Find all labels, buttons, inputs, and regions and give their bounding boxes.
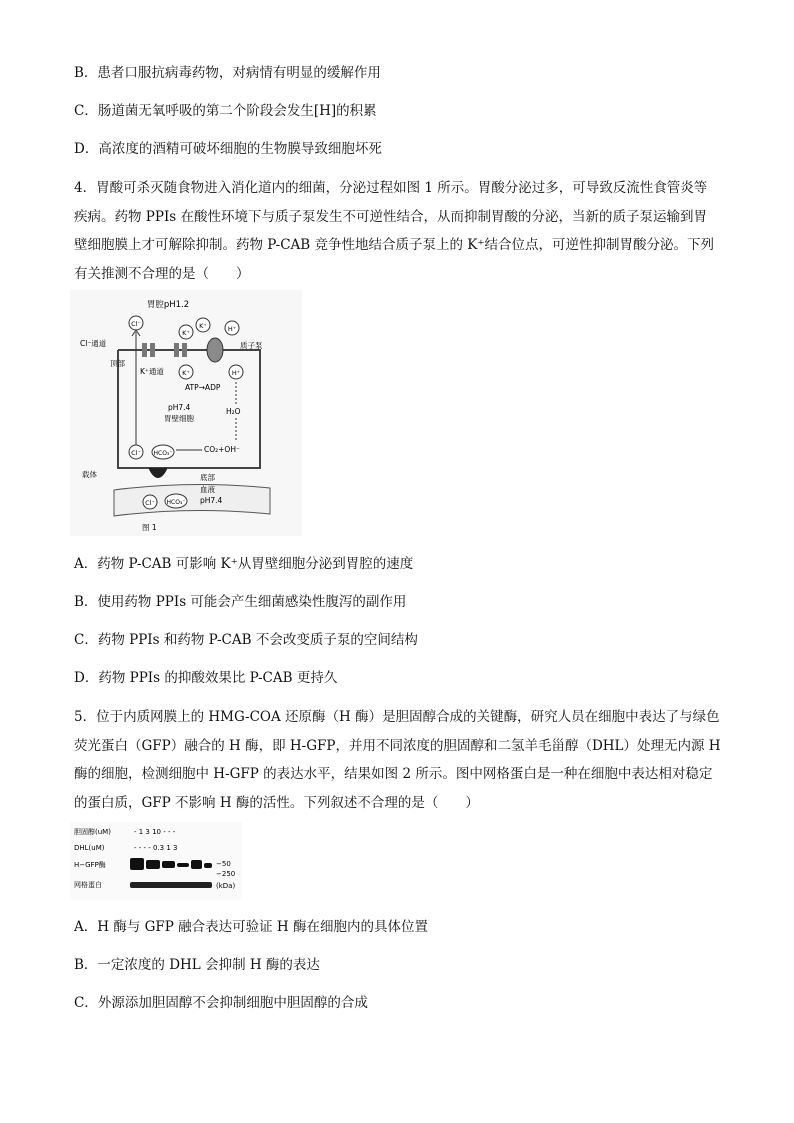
question-4-stem: [74, 174, 724, 288]
fig1-water-label: H₂O: [226, 407, 241, 416]
fig2-row1-label: 胆固醇(uM): [74, 828, 111, 836]
fig2-row4-label: 网格蛋白: [74, 881, 102, 889]
question-4-line-2: 疾病。药物 PPIs 在酸性环境下与质子泵发生不可逆性结合，从而抑制胃酸的分泌，当新的质子泵运输到胃: [74, 208, 708, 225]
fig1-cell-ph: pH7.4: [168, 403, 191, 412]
question-4-option-d: D．药物 PPIs 的抑酸效果比 P-CAB 更持久: [74, 670, 338, 686]
fig1-carrier-label: 载体: [82, 470, 97, 479]
question-5-line-2: 荧光蛋白（GFP）融合的 H 酶，即 H-GFP，并用不同浓度的胆固醇和二氢羊毛甾醇（DHL）处理无内源 H: [74, 737, 721, 754]
fig2-hgfp-band-6: [204, 863, 212, 868]
fig1-h-ion-inner-label: H⁺: [231, 369, 241, 377]
fig1-apical-label: 顶部: [110, 359, 125, 368]
question-4-line-3: 壁细胞膜上才可解除抑制。药物 P-CAB 竞争性地结合质子泵上的 K⁺结合位点，可逆性抑制胃酸分泌。下列: [74, 237, 714, 253]
fig1-k-ion-1-label: K⁺: [182, 329, 190, 337]
fig1-k-channel-b: [182, 343, 187, 357]
question-5-option-c: C．外源添加胆固醇不会抑制细胞中胆固醇的合成: [74, 995, 368, 1011]
fig2-hgfp-band-3: [162, 861, 175, 868]
fig1-caption: 图 1: [142, 523, 157, 532]
fig1-k-channel-label: K⁺通道: [140, 367, 164, 376]
option-prev-d: D．高浓度的酒精可破坏细胞的生物膜导致细胞坏死: [74, 141, 382, 157]
fig2-row2-label: DHL(uM): [74, 844, 105, 852]
fig1-co2-label: CO₂+OH⁻: [204, 445, 240, 454]
fig2-hgfp-band-4: [177, 863, 189, 867]
question-4-line-4: 有关推测不合理的是（ ）: [74, 265, 250, 282]
fig1-cl-channel-label: Cl⁻通道: [80, 339, 107, 348]
fig1-blood-label: 血液: [200, 485, 215, 494]
fig2-hgfp-band-5: [191, 860, 202, 869]
question-5-line-3: 酶的细胞，检测细胞中 H-GFP 的表达水平，结果如图 2 所示。图中网格蛋白是一种在细胞中表达相对稳定: [74, 766, 713, 782]
fig1-cl-channel-b: [150, 343, 155, 357]
fig1-cl-top-label: Cl⁻: [131, 320, 141, 328]
fig2-marker-50: −50: [216, 860, 231, 868]
question-4-line-1: 4．胃酸可杀灭随食物进入消化道内的细菌，分泌过程如图 1 所示。胃酸分泌过多，可导致反流性食管炎等: [74, 180, 708, 196]
fig1-basal-label: 底部: [200, 473, 215, 482]
fig2-row1-values: - 1 3 10 - - -: [134, 828, 176, 836]
fig1-stomach-label: 胃腔pH1.2: [146, 300, 190, 310]
fig1-h-ion-top-label: H⁺: [227, 325, 237, 333]
fig2-row2-values: - - - - 0.3 1 3: [134, 844, 178, 852]
fig1-k-channel-a: [174, 343, 179, 357]
fig1-blood-ph: pH7.4: [200, 496, 223, 505]
fig1-hco3-inner-label: HCO₃⁻: [153, 450, 173, 457]
fig2-reference-band: [130, 882, 212, 888]
fig1-proton-pump-label: 质子泵: [240, 341, 263, 350]
question-4-option-c: C．药物 PPIs 和药物 P-CAB 不会改变质子泵的空间结构: [74, 632, 418, 648]
fig1-cl-channel-a: [142, 343, 147, 357]
question-5-stem: [74, 703, 724, 817]
fig1-k-ion-3-label: K⁺: [182, 369, 190, 377]
fig1-k-ion-2-label: K⁺: [199, 322, 207, 330]
fig1-cl-blood-label: Cl⁻: [145, 499, 155, 507]
fig2-unit: (kDa): [216, 882, 236, 890]
question-4-option-b: B．使用药物 PPIs 可能会产生细菌感染性腹泻的副作用: [74, 594, 407, 610]
fig1-hco3-blood-label: HCO₃⁻: [166, 499, 186, 506]
fig2-row3-label: H−GFP酶: [74, 861, 106, 869]
fig1-atp-label: ATP→ADP: [185, 383, 221, 392]
question-5-line-4: 的蛋白质，GFP 不影响 H 酶的活性。下列叙述不合理的是（ ）: [74, 794, 479, 811]
fig1-proton-pump: [207, 338, 223, 362]
question-4-option-a: A．药物 P-CAB 可影响 K⁺从胃壁细胞分泌到胃腔的速度: [74, 556, 414, 572]
question-5-line-1: 5．位于内质网膜上的 HMG-COA 还原酶（H 酶）是胆固醇合成的关键酶，研究人员在细胞中表达了与绿色: [74, 709, 720, 725]
question-5-option-b: B．一定浓度的 DHL 会抑制 H 酶的表达: [74, 957, 320, 973]
figure-2-western-blot: [70, 822, 242, 900]
option-prev-b: B．患者口服抗病毒药物，对病情有明显的缓解作用: [74, 65, 381, 81]
fig2-hgfp-band-2: [146, 860, 160, 869]
fig1-cl-inner-label: Cl⁻: [131, 449, 141, 457]
figure-1-gastric-parietal-cell: [70, 290, 302, 536]
question-5-option-a: A．H 酶与 GFP 融合表达可验证 H 酶在细胞内的具体位置: [74, 919, 428, 935]
fig2-hgfp-band-1: [130, 858, 144, 870]
fig1-cell-name: 胃壁细胞: [164, 414, 194, 423]
fig2-marker-250: −250: [216, 870, 236, 878]
option-prev-c: C．肠道菌无氧呼吸的第二个阶段会发生[H]的积累: [74, 103, 377, 119]
